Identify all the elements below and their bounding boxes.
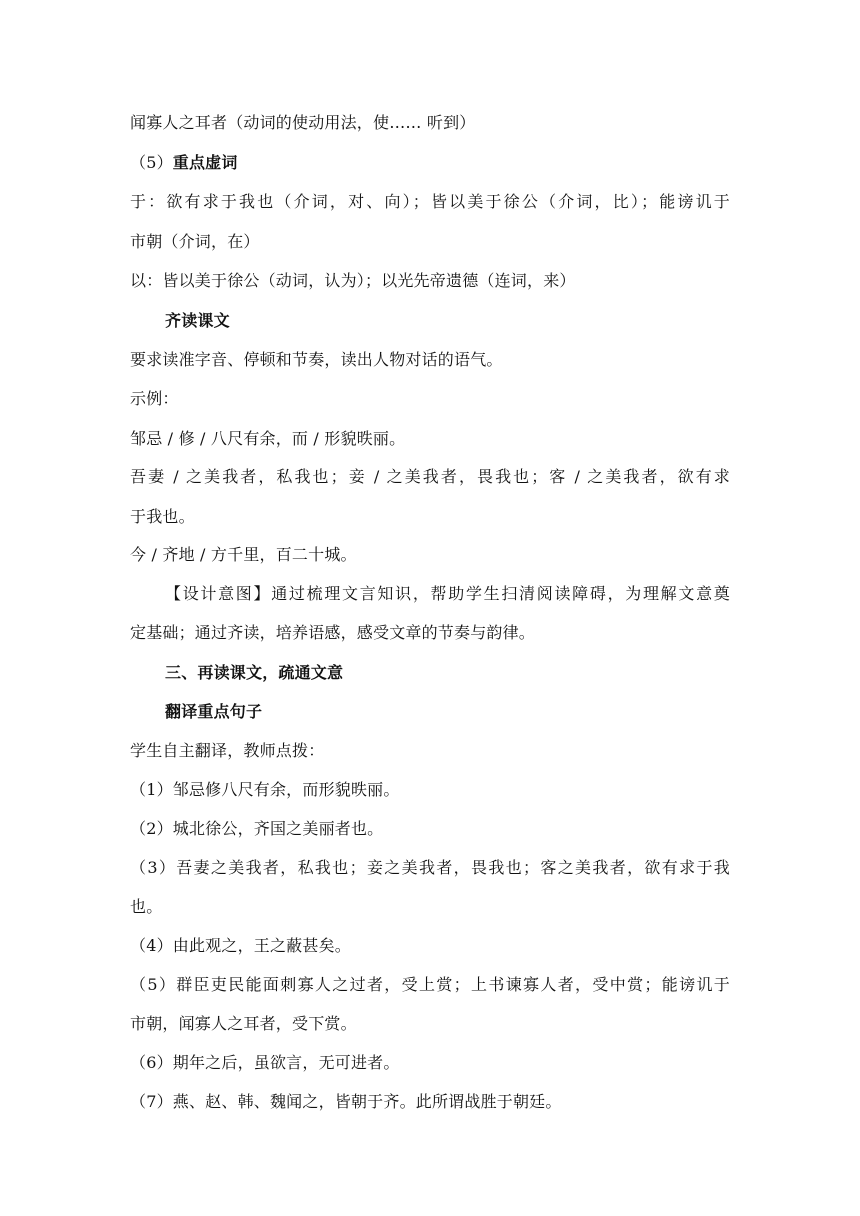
heading-text: 重点虚词 [172, 153, 238, 172]
paragraph-line: 要求读准字音、停顿和节奏，读出人物对话的语气。 [130, 350, 503, 369]
sentence-item-continued: 也。 [130, 897, 163, 916]
example-line: 吾妻 / 之美我者，私我也；妾 / 之美我者，畏我也；客 / 之美我者，欲有求 [130, 467, 730, 486]
sentence-item: （2）城北徐公，齐国之美丽者也。 [130, 819, 384, 838]
subheading-translate: 翻译重点句子 [165, 702, 263, 721]
example-line: 今 / 齐地 / 方千里，百二十城。 [130, 545, 357, 564]
paragraph-line: 示例： [130, 389, 179, 408]
sentence-item: （5）群臣吏民能面刺寡人之过者，受上赏；上书谏寡人者，受中赏；能谤讥于 [130, 975, 730, 994]
paragraph-line: 以：皆以美于徐公（动词，认为）；以光先帝遗德（连词，来） [130, 271, 576, 290]
sentence-item: （7）燕、赵、韩、魏闻之，皆朝于齐。此所谓战胜于朝廷。 [130, 1092, 562, 1111]
sentence-item-continued: 市朝，闻寡人之耳者，受下赏。 [130, 1014, 357, 1033]
sentence-item: （6）期年之后，虽欲言，无可进者。 [130, 1053, 400, 1072]
paragraph-line: 于：欲有求于我也（介词，对、向）；皆以美于徐公（介词，比）；能谤讥于 [130, 192, 730, 211]
paragraph-line: 闻寡人之耳者（动词的使动用法，使…… 听到） [130, 113, 476, 132]
paragraph-line: 市朝（介词，在） [130, 232, 260, 251]
example-line: 邹忌 / 修 / 八尺有余，而 / 形貌昳丽。 [130, 429, 406, 448]
sentence-item: （4）由此观之，王之蔽甚矣。 [130, 936, 351, 955]
sentence-item: （3）吾妻之美我者，私我也；妾之美我者，畏我也；客之美我者，欲有求于我 [130, 858, 730, 877]
design-intent-line: 定基础；通过齐读，培养语感，感受文章的节奏与韵律。 [130, 623, 536, 642]
section-heading-reread: 三、再读课文，疏通文意 [165, 663, 344, 682]
example-line: 于我也。 [130, 507, 195, 526]
paragraph-line: 学生自主翻译，教师点拨： [130, 741, 325, 760]
sentence-item: （1）邹忌修八尺有余，而形貌昳丽。 [130, 780, 400, 799]
design-intent-line: 【设计意图】通过梳理文言知识，帮助学生扫清阅读障碍，为理解文意奠 [165, 584, 730, 603]
subheading-read-aloud: 齐读课文 [165, 311, 230, 330]
heading-number: （5） [130, 153, 173, 172]
section-heading-function-words [130, 153, 730, 173]
